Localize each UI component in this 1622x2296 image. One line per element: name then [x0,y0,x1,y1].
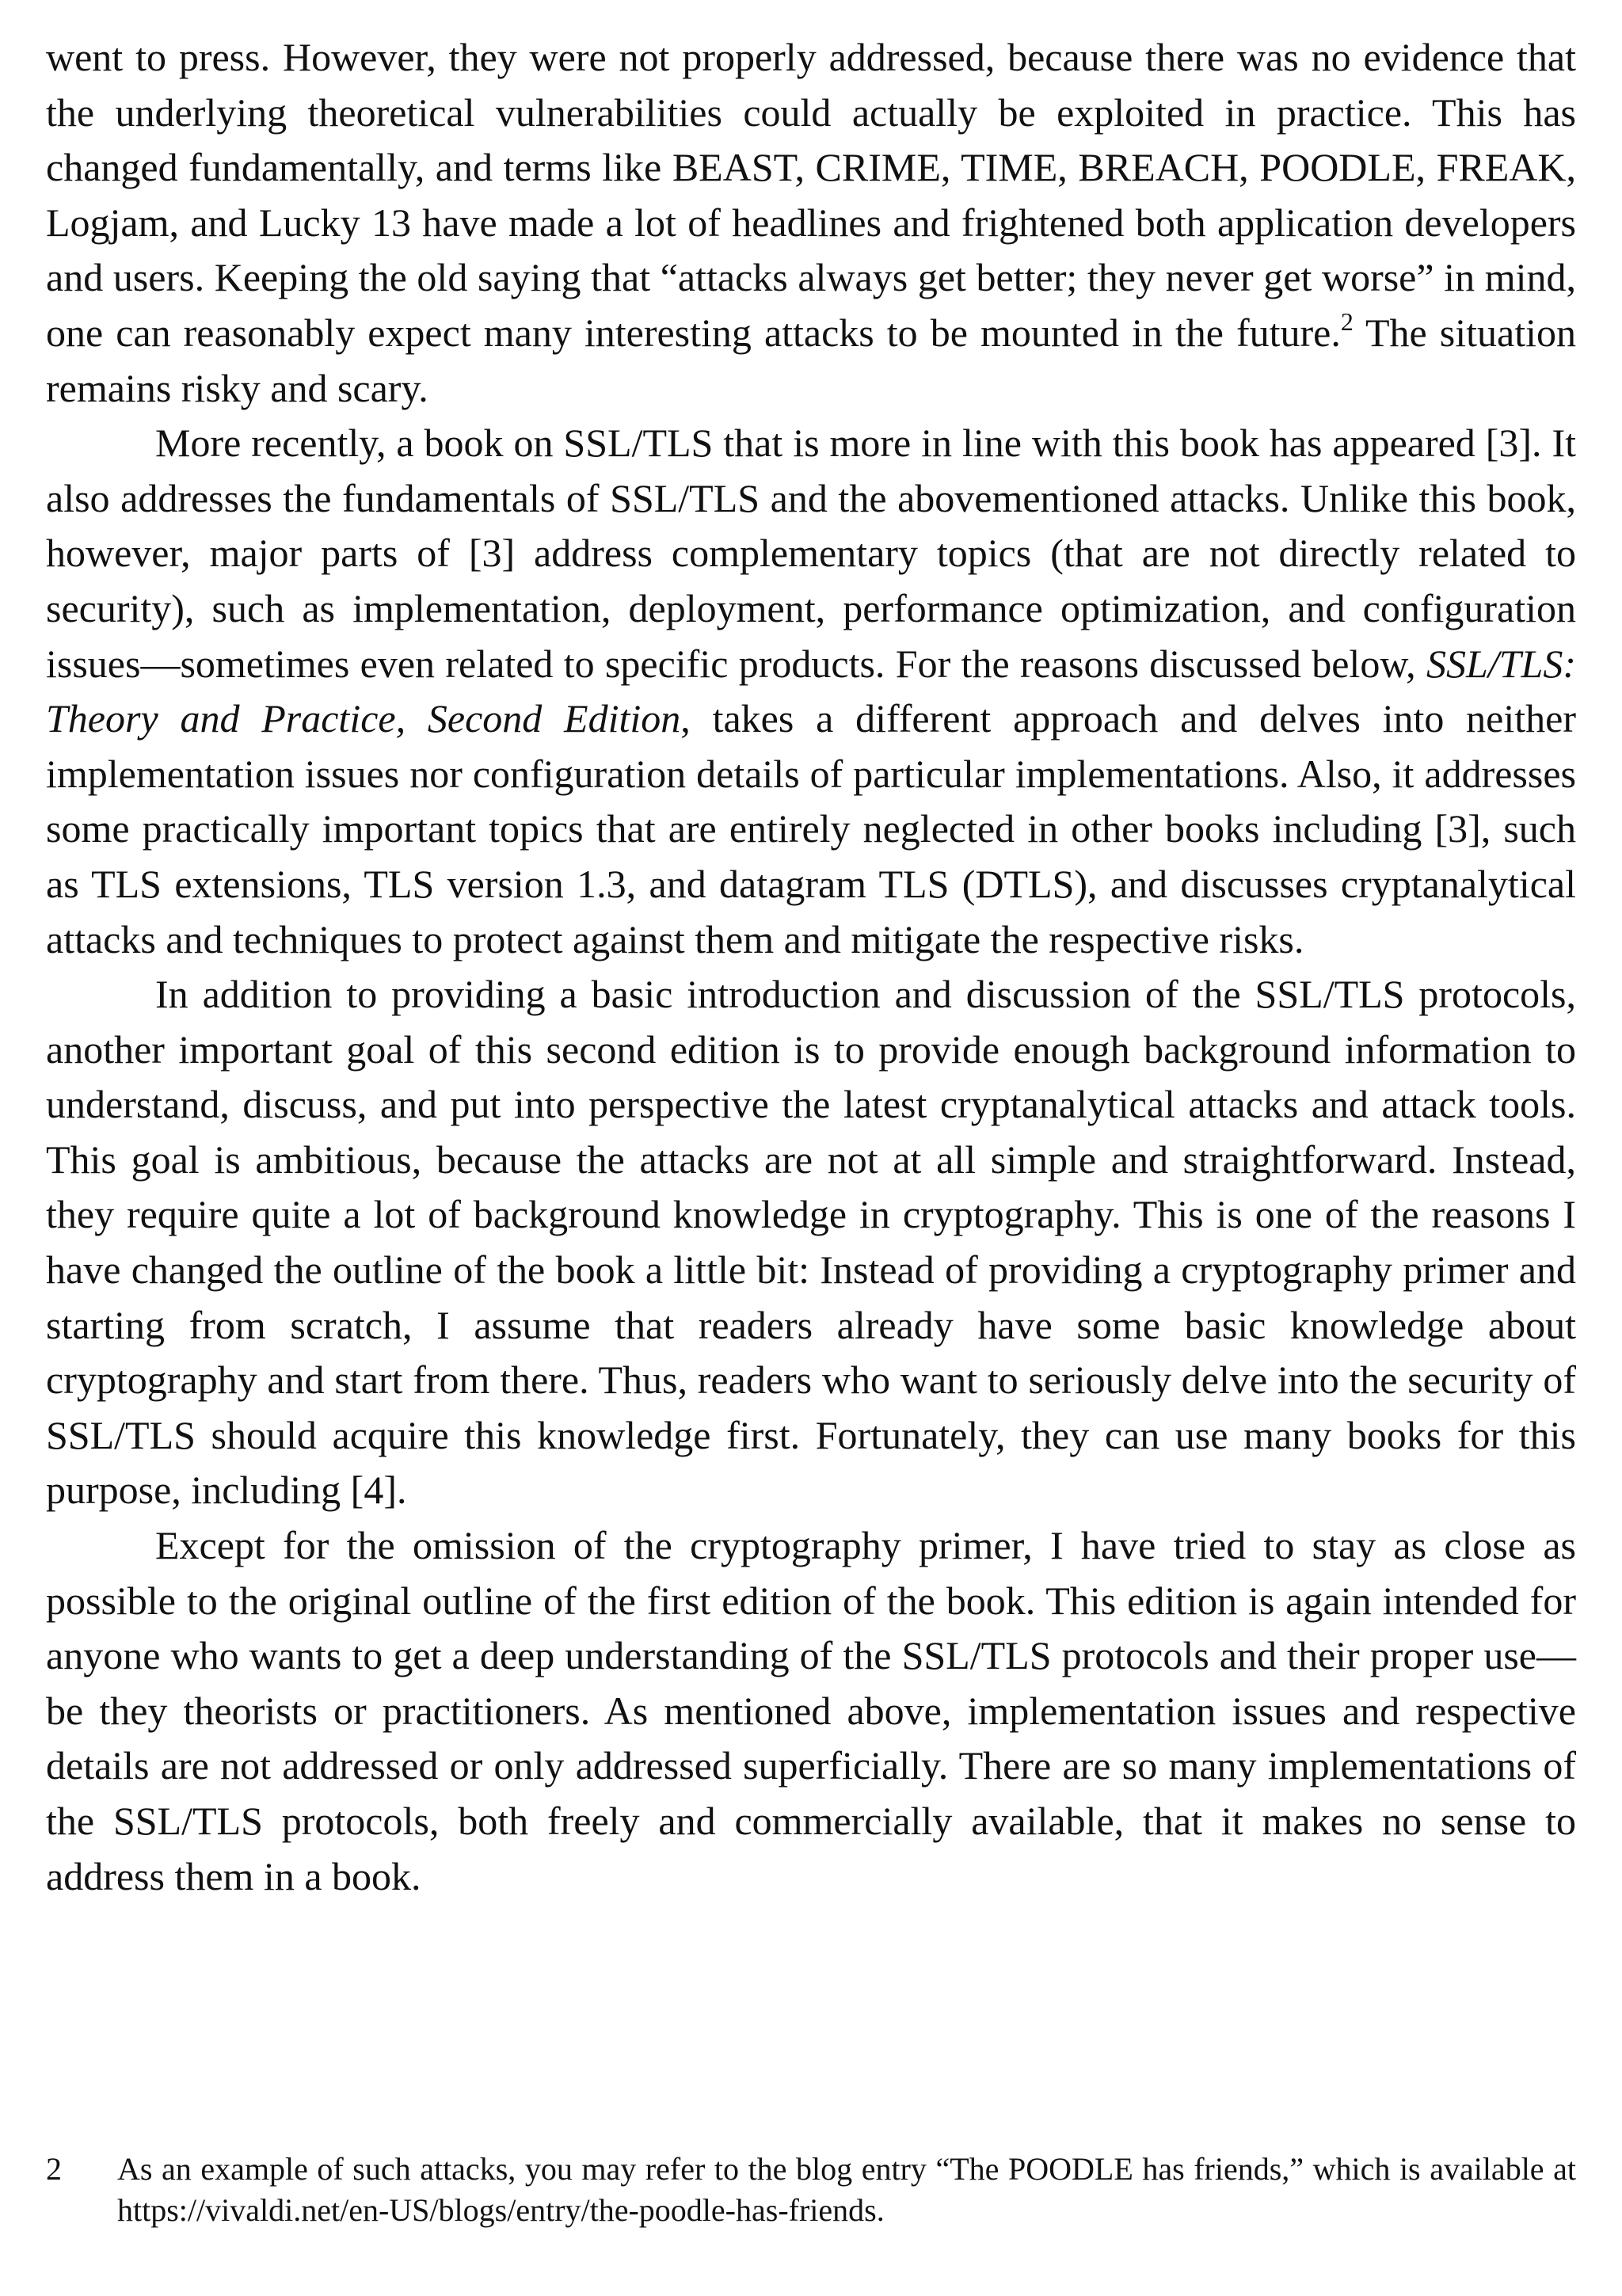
paragraph-3 [46,967,1576,1518]
footnote-reference: 2 [1340,307,1354,336]
paragraph-text: Except for the omission of the cryptography primer, I have tried to stay as close as possible to the original outline of the first edition of the book. This edition is again intended for anyone who wants to get a deep understanding of the SSL/TLS protocols and their proper use—be they theorists or practitioners. As mentioned above, implementation issues and respective details are not addressed or only addressed superficially. There are so many implementations of the SSL/TLS protocols, both freely and commercially available, that it makes no sense to address them in a book. [46,1523,1576,1898]
paragraph-2 [46,416,1576,967]
paragraph-4 [46,1518,1576,1904]
book-title-italic: SSL/TLS: Theory and Practice, Second Edition [46,641,1576,741]
paragraph-text: In addition to providing a basic introduction and discussion of the SSL/TLS protocols, another important goal of this second edition is to provide enough background information to understand, discuss, and put into perspective the latest cryptanalytical attacks and attack tools. This goal is ambitious, because the attacks are not at all simple and straightforward. Instead, they require quite a lot of background knowledge in cryptography. This is one of the reasons I have changed the outline of the book a little bit: Instead of providing a cryptography primer and starting from scratch, I assume that readers already have some basic knowledge about cryptography and start from there. Thus, readers who want to seriously delve into the security of SSL/TLS should acquire this knowledge first. Fortunately, they can use many books for this purpose, including [4]. [46,972,1576,1513]
footnote-text: As an example of such attacks, you may refer to the blog entry “The POODLE has friends,” which is available at https://vivaldi.net/en-US/blogs/entry/the-poodle-has-friends. [117,2151,1576,2228]
body-text [46,30,1576,1904]
paragraph-1 [46,30,1576,416]
paragraph-text: The situation remains risky and scary. [46,310,1576,410]
paragraph-text: went to press. However, they were not properly addressed, because there was no evidence that the underlying theoretical vulnerabilities could actually be exploited in practice. This has changed fundamentally, and terms like BEAST, CRIME, TIME, BREACH, POODLE, FREAK, Logjam, and Lucky 13 have made a lot of headlines and frightened both application developers and users. Keeping the old saying that “attacks always get better; they never get worse” in mind, one can reasonably expect many interesting attacks to be mounted in the future. [46,35,1576,355]
paragraph-text: More recently, a book on SSL/TLS that is more in line with this book has appeared [3]. It also addresses the fundamentals of SSL/TLS and the abovementioned attacks. Unlike this book, however, major parts of [3] address complementary topics (that are not directly related to security), such as implementation, deployment, performance optimization, and configuration issues—sometimes even related to specific products. For the reasons discussed below, [46,421,1576,686]
page-body [46,30,1576,1904]
footnote-number: 2 [46,2151,62,2187]
paragraph-text: , takes a different approach and delves into neither implementation issues nor configuration details of particular implementations. Also, it addresses some practically important topics that are entirely neglected in other books including [3], such as TLS extensions, TLS version 1.3, and datagram TLS (DTLS), and discusses cryptanalytical attacks and techniques to protect against them and mitigate the respective risks. [46,696,1576,961]
footnote [46,2149,1576,2231]
